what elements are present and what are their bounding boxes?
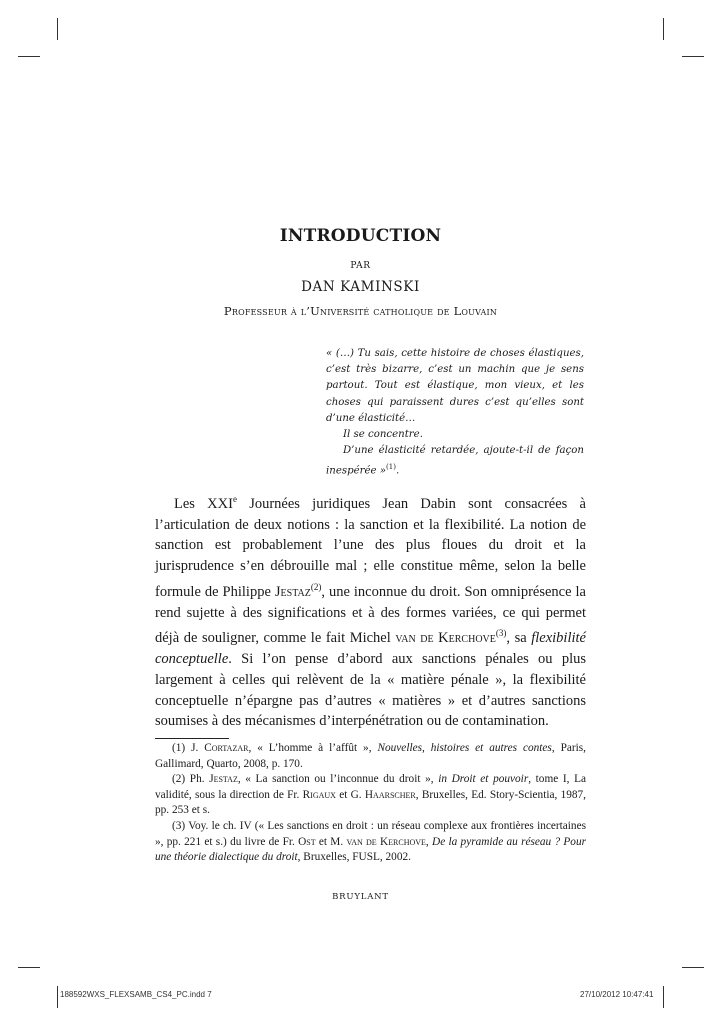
footnote-text: , — [425, 835, 433, 848]
author-reference: Haarscher — [364, 788, 416, 801]
chapter-title: INTRODUCTION — [279, 226, 442, 246]
footnote-separator — [155, 738, 229, 739]
footnote-ref[interactable]: (2) — [310, 582, 322, 593]
footnote-text: , « La sanction ou l’inconnue du droit », — [237, 773, 439, 786]
crop-mark — [682, 56, 704, 57]
footnote-text: , « L’homme à l’affût », — [248, 742, 378, 754]
footnote-text: J. — [185, 742, 205, 754]
author-reference: Cortazar — [204, 742, 249, 754]
body-text: Journées juridiques Jean Dabin sont consacrées à l’articulation de deux notions : la sanction et la flexibilité. La notion de sanction est probablement l’une des plus floues du droit et la jurisprudence s’en débrouille mal ; elle constitue même, selon la belle formule de Philippe — [155, 495, 586, 600]
footnote-text: , tome I, La validité, sous la direction de Fr. — [155, 773, 586, 801]
footnote-ref[interactable]: (3) — [495, 628, 507, 639]
author-reference: van de Kerchove — [346, 835, 426, 848]
author-reference: Rigaux — [302, 788, 336, 801]
superscript: e — [232, 494, 237, 504]
author-reference: Ost — [298, 835, 316, 848]
footnote-text: Ph. — [185, 773, 210, 786]
footnote-text: Voy. le ch. IV (« Les sanctions en droit : un réseau complexe aux frontières incertaines », pp. 221 et s.) du livre de Fr. — [155, 819, 586, 848]
author-affiliation: Professeur à l’Université catholique de Louvain — [223, 304, 498, 318]
author-reference: Jestaz — [274, 583, 311, 600]
body-text: . Si l’on pense d’abord aux sanctions pénales ou plus largement à celles qui relèvent de la « matière pénale », la flexibilité conceptuelle n’épargne pas d’autres « matières » et d’autres sanctions soumises à des mécanismes d’interpénétration ou de contamination. — [155, 651, 586, 730]
work-title: in Droit et pouvoir — [438, 773, 529, 786]
epigraph-paragraph: « (…) Tu sais, cette histoire de choses élastiques, c’est très bizarre, c’est un machin que je sens partout. Tout est élastique, mon vieux, et les choses qui paraissent dures c’est qu’elles sont d’une élasticité… — [326, 348, 584, 424]
footnote-text: , Paris, Gallimard, Quarto, 2008, p. 170. — [155, 742, 586, 770]
epigraph-text: . — [395, 465, 400, 477]
emphasis: flexibilité conceptuelle — [155, 630, 586, 668]
footnote-text: et G. — [335, 788, 365, 801]
footnote-text: , Bruxelles, Ed. Story-Scientia, 1987, pp. 253 et s. — [155, 788, 587, 817]
footnote-ref[interactable]: (1) — [386, 463, 396, 472]
footnotes — [155, 741, 586, 866]
print-slug-filename: 188592WXS_FLEXSAMB_CS4_PC.indd 7 — [60, 990, 212, 999]
epigraph-text: D’une élasticité retardée, ajoute-t-il de façon inespérée » — [326, 445, 584, 477]
body-text: , sa — [506, 630, 532, 647]
crop-mark — [18, 56, 40, 57]
footnote — [155, 819, 586, 866]
epigraph — [326, 346, 584, 480]
footnote-text: et M. — [315, 835, 347, 848]
author-reference: van de Kerchove — [395, 630, 496, 647]
author-name: DAN KAMINSKI — [301, 279, 420, 295]
crop-mark — [682, 967, 704, 968]
epigraph-paragraph — [326, 443, 584, 480]
work-title: Nouvelles, histoires et autres contes — [377, 742, 552, 754]
print-slug-datetime: 27/10/2012 10:47:41 — [580, 990, 654, 999]
crop-mark — [663, 986, 664, 1008]
footnote — [155, 741, 586, 772]
body-text: , une inconnue du droit. Son omniprésence la rend sujette à des significations et à des formes variées, ce qui permet déjà de souligner, comme le fait Michel — [155, 583, 586, 647]
footnote-text: , Bruxelles, FUSL, 2002. — [297, 851, 411, 864]
author-reference: Jestaz — [209, 773, 238, 786]
crop-mark — [18, 967, 40, 968]
work-title: De la pyramide au réseau ? Pour une théorie dialectique du droit — [155, 835, 586, 864]
by-label: PAR — [350, 261, 371, 271]
publisher-footer: BRUYLANT — [332, 892, 389, 902]
body-paragraph — [155, 489, 586, 732]
body-text: Les XXI — [174, 495, 233, 512]
footnote-number: (2) — [172, 773, 186, 786]
crop-mark — [57, 18, 58, 40]
epigraph-paragraph: Il se concentre. — [343, 429, 423, 441]
footnote-number: (3) — [172, 819, 186, 832]
footnote — [155, 772, 586, 819]
footnote-number: (1) — [172, 742, 186, 754]
crop-mark — [57, 986, 58, 1008]
crop-mark — [663, 18, 664, 40]
